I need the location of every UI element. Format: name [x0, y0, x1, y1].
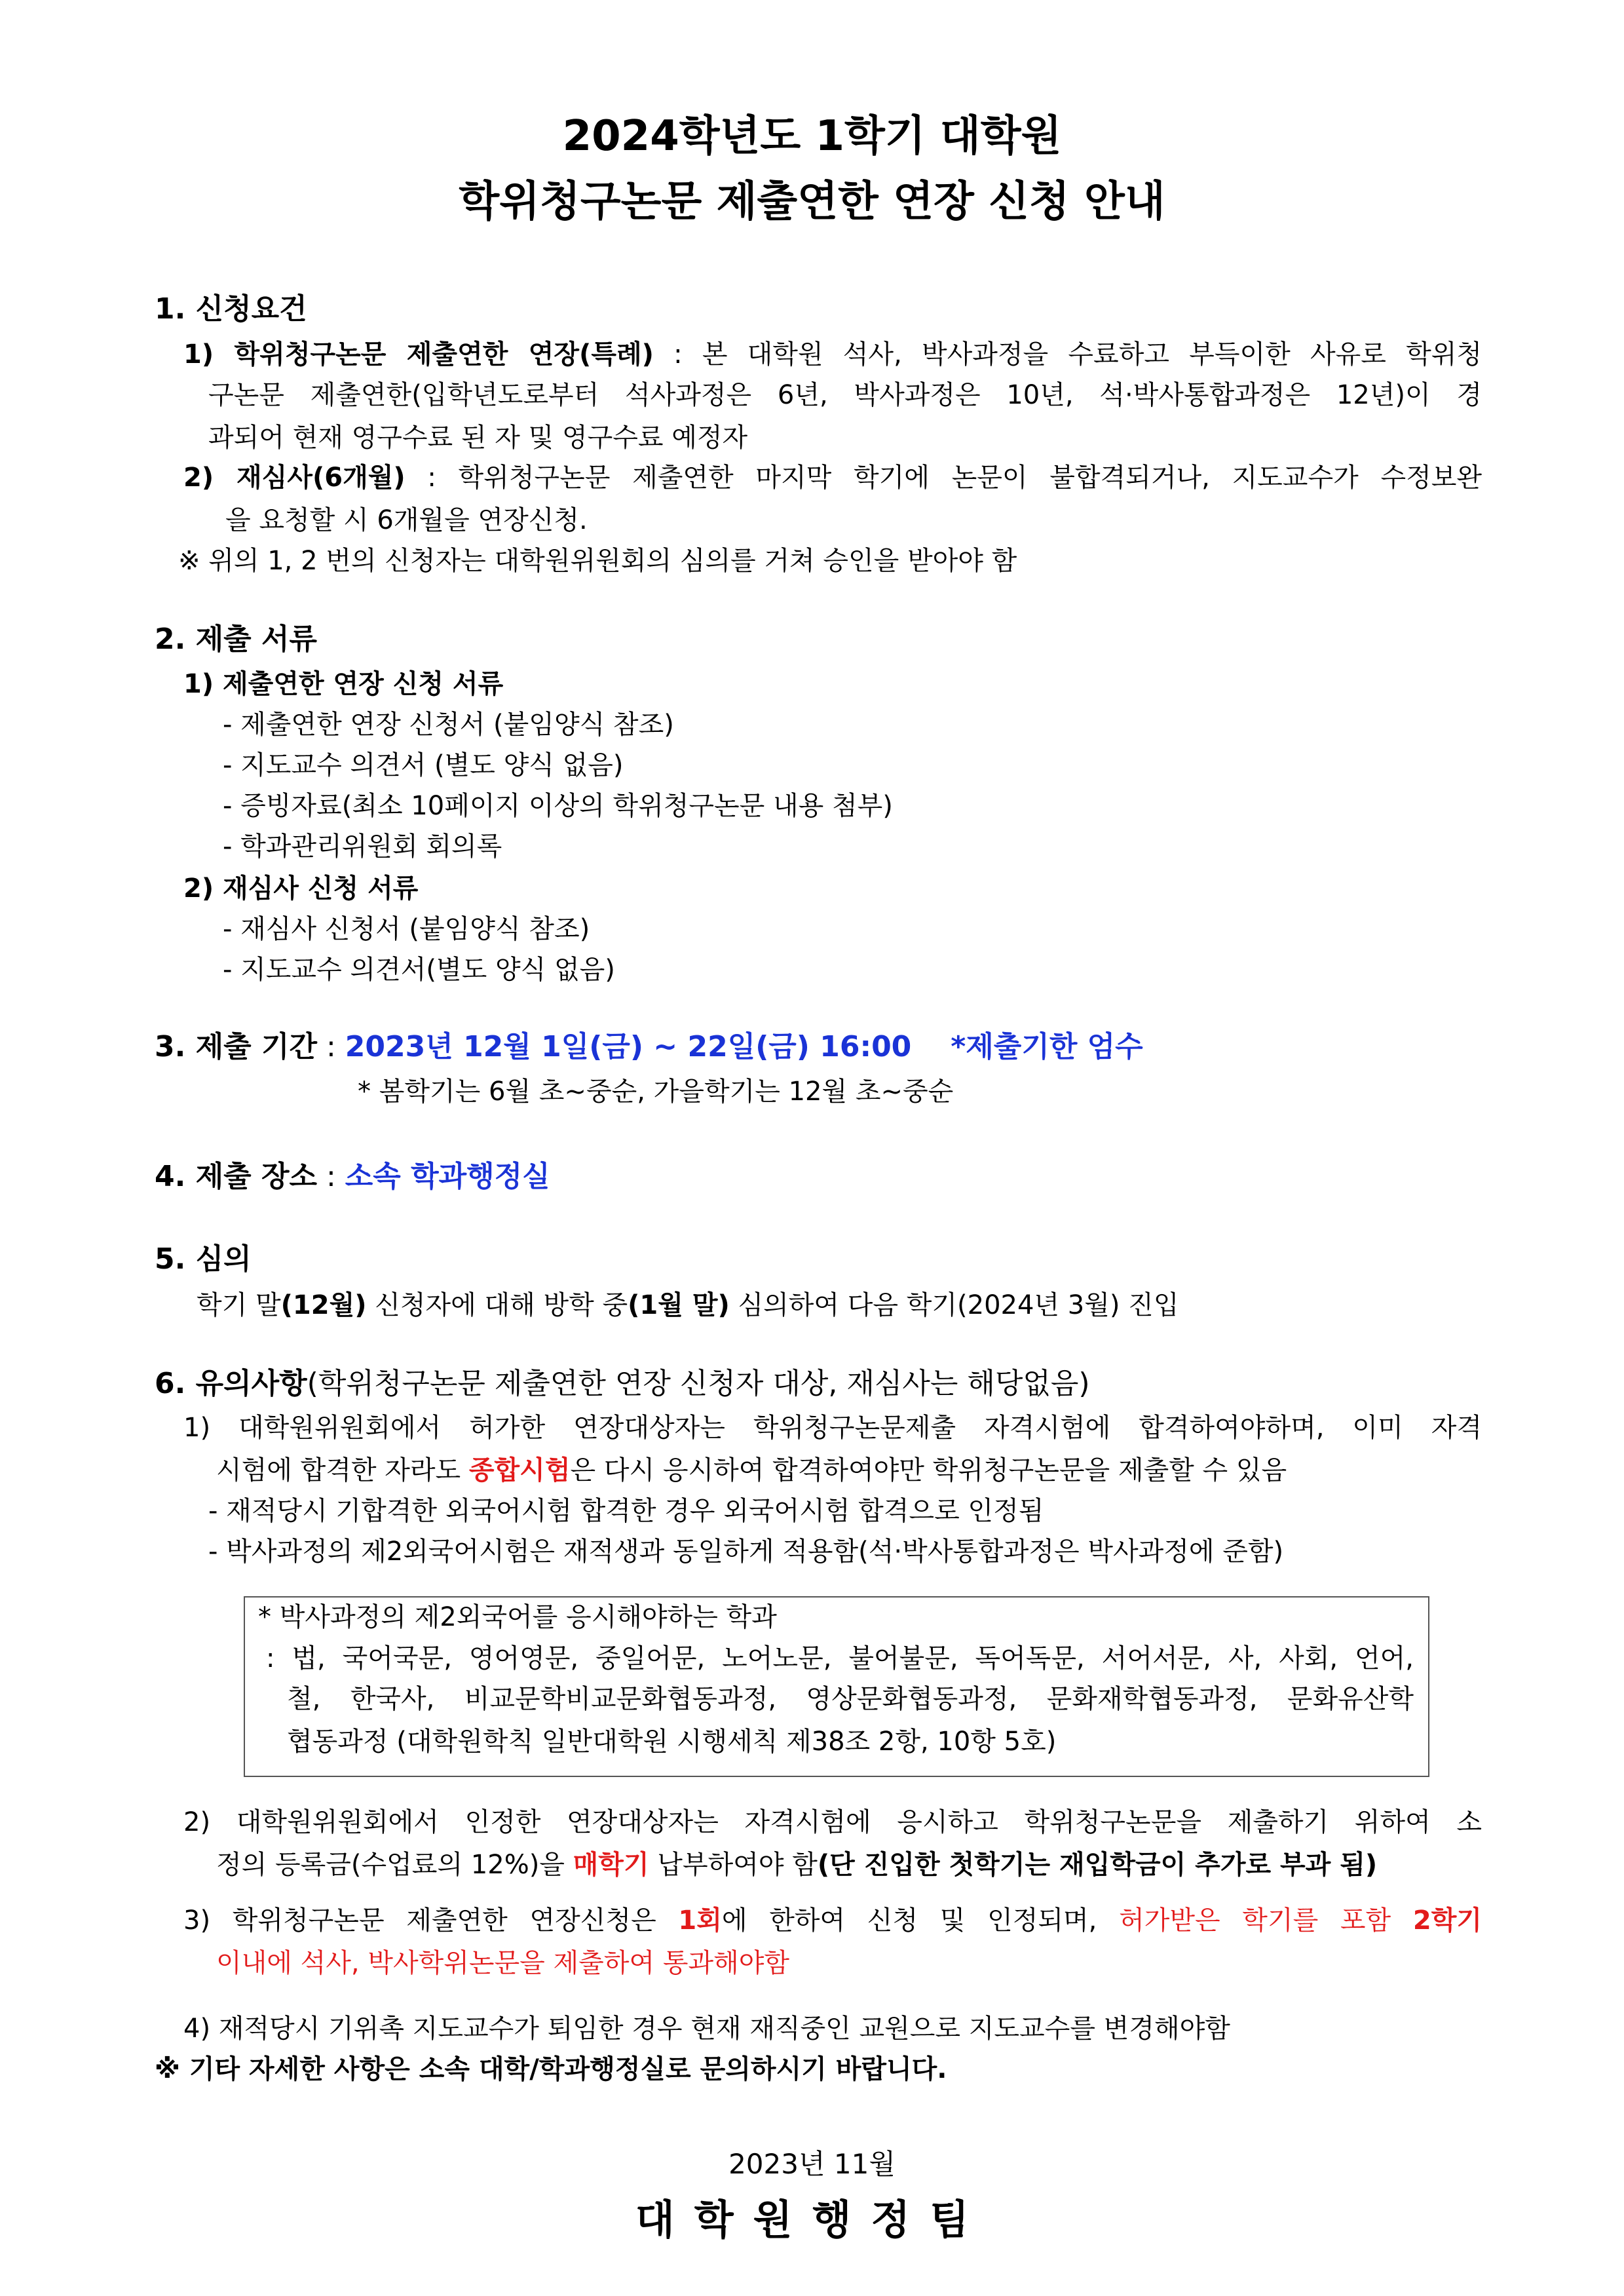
s1-item1-label: 1) 학위청구논문 제출연한 연장(특례) [183, 339, 654, 370]
submission-period: 2023년 12월 1일(금) ~ 22일(금) 16:00 [345, 1030, 912, 1063]
comprehensive-exam-highlight: 종합시험 [468, 1455, 571, 1485]
every-semester-highlight: 매학기 [573, 1850, 649, 1880]
s6-item1-line2c: 은 다시 응시하여 합격하여야만 학위청구논문을 제출할 수 있음 [570, 1455, 1287, 1485]
strict-deadline-note: *제출기한 엄수 [951, 1030, 1143, 1063]
s1-item2-text1: 학위청구논문 제출연한 마지막 학기에 논문이 불합격되거나, 지도교수가 수정보완 [458, 463, 1482, 493]
s1-item1-line1 [183, 334, 1482, 375]
section-4-heading: 4. 제출 장소 [155, 1160, 317, 1193]
s6-item2-line2c: 납부하여야 함 [649, 1850, 818, 1880]
title-line-2: 학위청구논문 제출연한 연장 신청 안내 [459, 178, 1165, 226]
s6-item3-a: 3) 학위청구논문 제출연한 연장신청은 [183, 1905, 679, 1936]
s6-item1-line2a: 시험에 합격한 자라도 [216, 1455, 469, 1485]
s5-t4: (1월 말) [628, 1290, 730, 1320]
s5-t1: 학기 말 [197, 1290, 281, 1320]
s6-item3-c: 에 한하여 신청 및 인정되며, [721, 1905, 1120, 1936]
s6-item3-d: 허가받은 학기를 포함 [1119, 1905, 1413, 1936]
s1-item2-line1 [183, 457, 1482, 498]
s1-item2-line2: 을 요청할 시 6개월을 연장신청. [225, 505, 588, 535]
s3-season-note: * 봄학기는 6월 초~중순, 가을학기는 12월 초~중순 [358, 1077, 954, 1107]
section-3-row [155, 1030, 1143, 1064]
s5-t5: 심의하여 다음 학기(2024년 3월) 진입 [729, 1290, 1179, 1320]
box-line2: 철, 한국사, 비교문학비교문화협동과정, 영상문화협동과정, 문화재학협동과정, 문화유산학 [287, 1684, 1414, 1714]
s1-item1-sep: : [653, 339, 702, 370]
title-line-1: 2024학년도 1학기 대학원 [562, 112, 1062, 161]
s2-sub1-item-3: - 증빙자료(최소 10페이지 이상의 학위청구논문 내용 첨부) [223, 791, 893, 821]
s2-sub2-item-1: - 재심사 신청서 (붙임양식 참조) [223, 914, 590, 944]
box-line1: : 법, 국어국문, 영어영문, 중일어문, 노어노문, 불어불문, 독어독문, 서어서문, 사, 사회, 언어, [266, 1643, 1414, 1674]
s1-item2-label: 2) 재심사(6개월) [183, 463, 406, 493]
s6-item2-line2a: 정의 등록금(수업료의 12%)을 [216, 1850, 573, 1880]
submission-place: 소속 학과행정실 [345, 1160, 550, 1193]
once-only-highlight: 1회 [678, 1905, 722, 1936]
s6-item1-dash1: - 재적당시 기합격한 외국어시험 합격한 경우 외국어시험 합격으로 인정됨 [208, 1496, 1044, 1526]
s1-item1-line2: 구논문 제출연한(입학년도로부터 석사과정은 6년, 박사과정은 10년, 석·박사통합과정은 12년)이 경 [208, 380, 1482, 410]
box-line3: 협동과정 (대학원학칙 일반대학원 시행세칙 제38조 2항, 10항 5호) [287, 1727, 1057, 1757]
s6-item2-line2 [216, 1848, 1377, 1882]
s4-sep: : [316, 1160, 345, 1193]
s5-t2: (12월) [280, 1290, 367, 1320]
s6-heading-note: (학위청구논문 제출연한 연장 신청자 대상, 재심사는 해당없음) [307, 1367, 1090, 1400]
section-4-row [155, 1160, 550, 1194]
s6-item1-dash2: - 박사과정의 제2외국어시험은 재적생과 동일하게 적용함(석·박사통합과정은 박사과정에 준함) [208, 1537, 1284, 1567]
s1-item1-text1: 본 대학원 석사, 박사과정을 수료하고 부득이한 사유로 학위청 [702, 339, 1482, 370]
s6-item1-line2 [216, 1453, 1287, 1487]
s6-item3-line1 [183, 1900, 1482, 1941]
s6-item4: 4) 재적당시 기위촉 지도교수가 퇴임한 경우 현재 재직중인 교원으로 지도교수를 변경해야함 [183, 2014, 1230, 2044]
two-semesters-highlight: 2학기 [1412, 1905, 1482, 1936]
final-note: ※ 기타 자세한 사항은 소속 대학/학과행정실로 문의하시기 바랍니다. [155, 2054, 947, 2084]
s2-sub1-item-2: - 지도교수 의견서 (별도 양식 없음) [223, 750, 624, 780]
s6-item3-line2: 이내에 석사, 박사학위논문을 제출하여 통과해야함 [216, 1948, 790, 1978]
s2-sub2-label: 2) 재심사 신청 서류 [183, 873, 419, 904]
footer-team: 대학원행정팀 [635, 2196, 989, 2244]
s5-t3: 신청자에 대해 방학 중 [366, 1290, 628, 1320]
s1-note: ※ 위의 1, 2 번의 신청자는 대학원위원회의 심의를 거쳐 승인을 받아야 함 [178, 546, 1017, 576]
section-6-heading: 6. 유의사항 [155, 1367, 307, 1400]
s3-sep: : [316, 1030, 345, 1063]
s6-item1-line1: 1) 대학원위원회에서 허가한 연장대상자는 학위청구논문제출 자격시험에 합격하여야하며, 이미 자격 [183, 1413, 1482, 1443]
section-5-heading: 5. 심의 [155, 1242, 252, 1276]
footer-date: 2023년 11월 [728, 2148, 896, 2180]
readmission-fee-note: (단 진입한 첫학기는 재입학금이 추가로 부과 됨) [817, 1850, 1378, 1880]
s2-sub2-item-2: - 지도교수 의견서(별도 양식 없음) [223, 955, 615, 985]
section-1-heading: 1. 신청요건 [155, 292, 307, 326]
section-6-row [155, 1367, 1090, 1401]
s5-text [197, 1288, 1179, 1322]
s2-sub1-label: 1) 제출연한 연장 신청 서류 [183, 669, 504, 699]
s2-sub1-item-1: - 제출연한 연장 신청서 (붙임양식 참조) [223, 710, 674, 740]
box-title: * 박사과정의 제2외국어를 응시해야하는 학과 [258, 1602, 777, 1632]
s6-item2-line1: 2) 대학원위원회에서 인정한 연장대상자는 자격시험에 응시하고 학위청구논문을 제출하기 위하여 소 [183, 1807, 1482, 1837]
section-3-heading: 3. 제출 기간 [155, 1030, 317, 1063]
s1-item1-line3: 과되어 현재 영구수료 된 자 및 영구수료 예정자 [208, 423, 748, 453]
s1-item2-sep: : [405, 463, 459, 493]
section-2-heading: 2. 제출 서류 [155, 622, 317, 656]
s2-sub1-item-4: - 학과관리위원회 회의록 [223, 832, 502, 862]
